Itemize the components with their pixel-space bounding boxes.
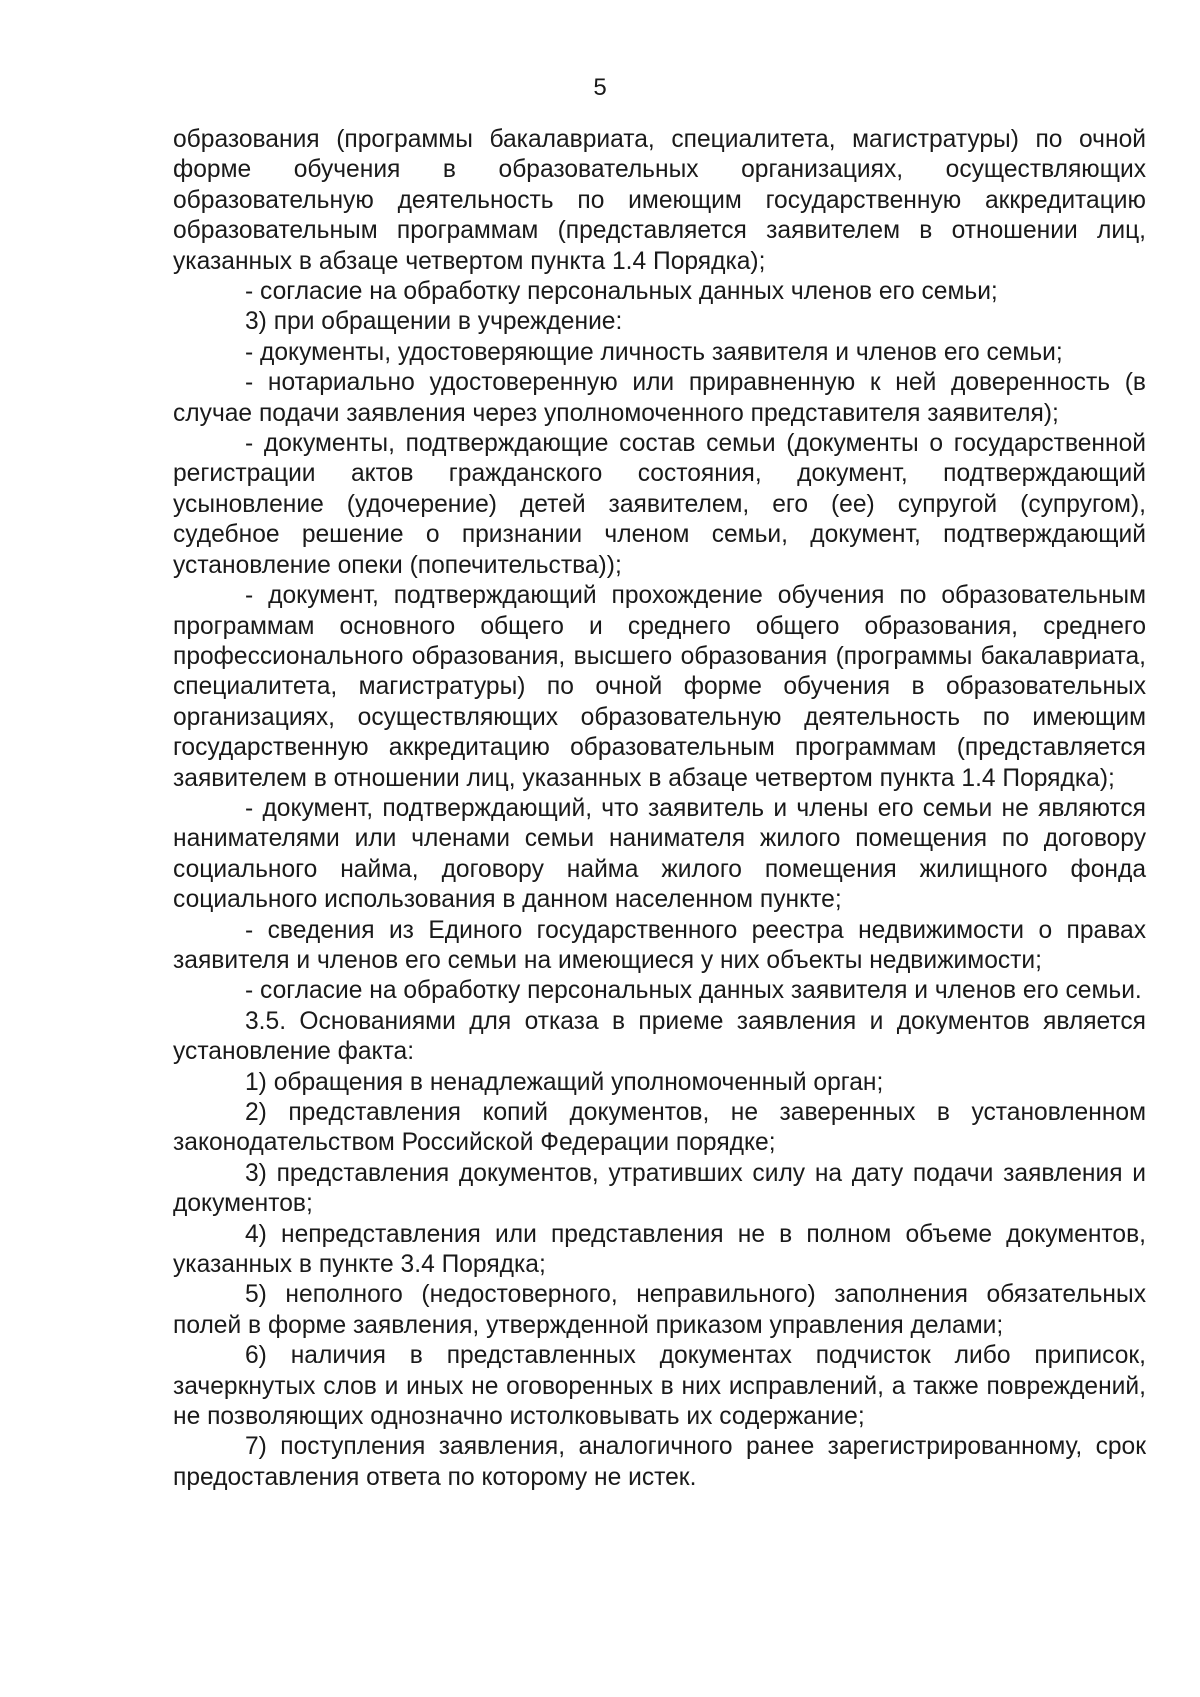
paragraph-applicant-consent: - согласие на обработку персональных данных заявителя и членов его семьи. (245, 977, 1142, 1005)
refusal-item-4: 4) непредставления или представления не в полном объеме документов, указанных в пункте 3.4 Порядка; (173, 1220, 1146, 1279)
refusal-item-6: 6) наличия в представленных документах подчисток либо приписок, зачеркнутых слов и иных не оговоренных в них исправлений, а также повреждений, не позволяющих однозначно истолковывать их содержание; (173, 1342, 1146, 1431)
paragraph-section-3-5: 3.5. Основаниями для отказа в приеме заявления и документов является установление факта: (173, 1007, 1146, 1066)
paragraph-non-tenant-document: - документ, подтверждающий, что заявитель и члены его семьи не являются нанимателями или членами семьи нанимателя жилого помещения по договору социального найма, договору найма жилого помещения жилищного фонда социального использования в данном населенном пункте; (173, 794, 1146, 914)
paragraph-institution-heading: 3) при обращении в учреждение: (245, 308, 623, 336)
refusal-item-2: 2) представления копий документов, не заверенных в установленном законодательством Российской Федерации порядке; (173, 1099, 1146, 1157)
page-number: 5 (593, 74, 607, 101)
refusal-item-1: 1) обращения в ненадлежащий уполномоченный орган; (245, 1068, 884, 1096)
paragraph-continuation: образования (программы бакалавриата, специалитета, магистратуры) по очной форме обучения в образовательных организациях, осуществляющих образовательную деятельность по имеющим государственную аккредитацию образовательным программам (представляется заявителем в отношении лиц, указанных в абзаце четвертом пункта 1.4 Порядка); (173, 126, 1146, 275)
paragraph-family-composition: - документы, подтверждающие состав семьи (документы о государственной регистрации актов гражданского состояния, документ, подтверждающий усыновление (удочерение) детей заявителем, его (ее) супругой (супругом), судебное решение о признании членом семьи, документ, подтверждающий установление опеки (попечительства)); (173, 430, 1146, 579)
paragraph-education-document: - документ, подтверждающий прохождение обучения по образовательным программам основного общего и среднего общего образования, среднего профессионального образования, высшего образования (программы бакалавриата, специалитета, магистратуры) по очной форме обучения в образовательных организациях, осуществляющих образовательную деятельность по имеющим государственную аккредитацию образовательным программам (представляется заявителем в отношении лиц, указанных в абзаце четвертом пункта 1.4 Порядка); (173, 582, 1146, 792)
document-body (173, 125, 1146, 1493)
refusal-item-3: 3) представления документов, утративших силу на дату подачи заявления и документов; (173, 1159, 1146, 1218)
paragraph-family-consent: - согласие на обработку персональных данных членов его семьи; (245, 278, 998, 306)
refusal-item-7: 7) поступления заявления, аналогичного ранее зарегистрированному, срок предоставления ответа по которому не истек. (173, 1433, 1146, 1491)
paragraph-power-of-attorney: - нотариально удостоверенную или приравненную к ней доверенность (в случае подачи заявления через уполномоченного представителя заявителя); (173, 369, 1146, 427)
paragraph-identity-documents: - документы, удостоверяющие личность заявителя и членов его семьи; (245, 338, 1063, 366)
paragraph-property-register: - сведения из Единого государственного реестра недвижимости о правах заявителя и членов его семьи на имеющиеся у них объекты недвижимости; (173, 916, 1146, 974)
refusal-item-5: 5) неполного (недостоверного, неправильного) заполнения обязательных полей в форме заявления, утвержденной приказом управления делами; (173, 1281, 1146, 1339)
